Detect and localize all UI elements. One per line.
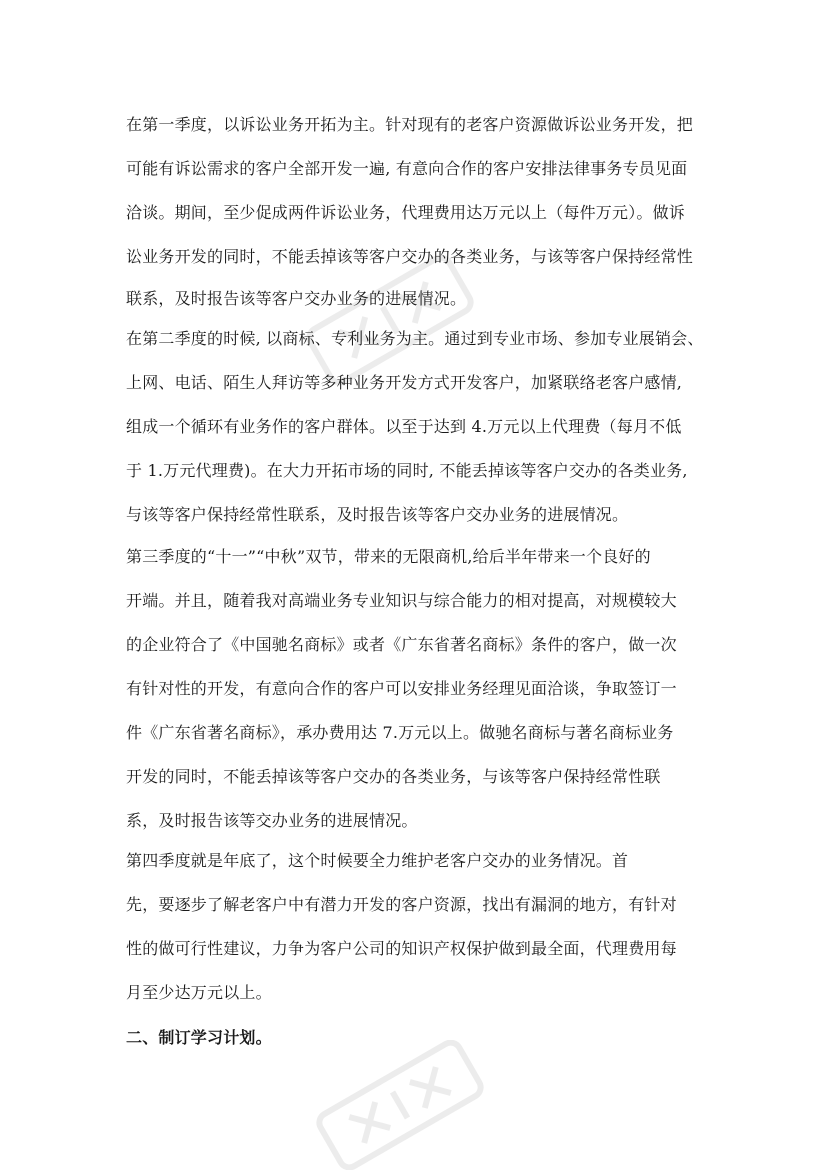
paragraph-line: 第四季度就是年底了，这个时候要全力维护老客户交办的业务情况。首 xyxy=(126,851,629,870)
paragraph-line: 上网、电话、陌生人拜访等多种业务开发方式开发客户，加紧联络老客户感情, xyxy=(126,373,683,392)
paragraph-line: 可能有诉讼需求的客户全部开发一遍, 有意向合作的客户安排法律事务专员见面 xyxy=(126,159,688,178)
paragraph-line: 在第二季度的时候, 以商标、专利业务为主。通过到专业市场、参加专业展销会、 xyxy=(126,329,704,348)
paragraph-line: 开端。并且，随着我对高端业务专业知识与综合能力的相对提高，对规模较大 xyxy=(126,591,677,610)
paragraph-line: 第三季度的“十一”“中秋”双节，带来的无限商机,给后半年带来一个良好的 xyxy=(126,547,651,566)
paragraph-line: 先，要逐步了解老客户中有潜力开发的客户资源，找出有漏洞的地方，有针对 xyxy=(126,895,677,914)
paragraph-line: 讼业务开发的同时，不能丢掉该等客户交办的各类业务，与该等客户保持经常性 xyxy=(126,247,694,266)
paragraph-line: 月至少达万元以上。 xyxy=(126,983,272,1002)
paragraph-line: 有针对性的开发，有意向合作的客户可以安排业务经理见面洽谈，争取签订一 xyxy=(126,679,677,698)
paragraph-line: 的企业符合了《中国驰名商标》或者《广东省著名商标》条件的客户，做一次 xyxy=(126,635,677,654)
paragraph-line: 洽谈。期间，至少促成两件诉讼业务，代理费用达万元以上（每件万元）。做诉 xyxy=(126,203,686,222)
section-heading: 二、制订学习计划。 xyxy=(126,1028,272,1047)
watermark-stamp-bottom-icon xyxy=(300,1040,500,1170)
paragraph-line: 系，及时报告该等交办业务的进展情况。 xyxy=(126,811,418,830)
paragraph-line: 性的做可行性建议，力争为客户公司的知识产权保护做到最全面，代理费用每 xyxy=(126,939,677,958)
watermark-stamp-icon xyxy=(290,250,490,390)
paragraph-line: 与该等客户保持经常性联系，及时报告该等客户交办业务的进展情况。 xyxy=(126,505,629,524)
paragraph-line: 联系，及时报告该等客户交办业务的进展情况。 xyxy=(126,289,467,308)
paragraph-line: 开发的同时，不能丢掉该等客户交办的各类业务，与该等客户保持经常性联 xyxy=(126,767,661,786)
paragraph-line: 在第一季度，以诉讼业务开拓为主。针对现有的老客户资源做诉讼业务开发，把 xyxy=(126,115,694,134)
paragraph-line: 件《广东省著名商标》，承办费用达 7.万元以上。做驰名商标与著名商标业务 xyxy=(126,723,674,742)
paragraph-line: 于 1.万元代理费)。在大力开拓市场的同时, 不能丢掉该等客户交办的各类业务, xyxy=(126,461,688,480)
paragraph-line: 组成一个循环有业务作的客户群体。以至于达到 4.万元以上代理费（每月不低 xyxy=(126,417,682,436)
